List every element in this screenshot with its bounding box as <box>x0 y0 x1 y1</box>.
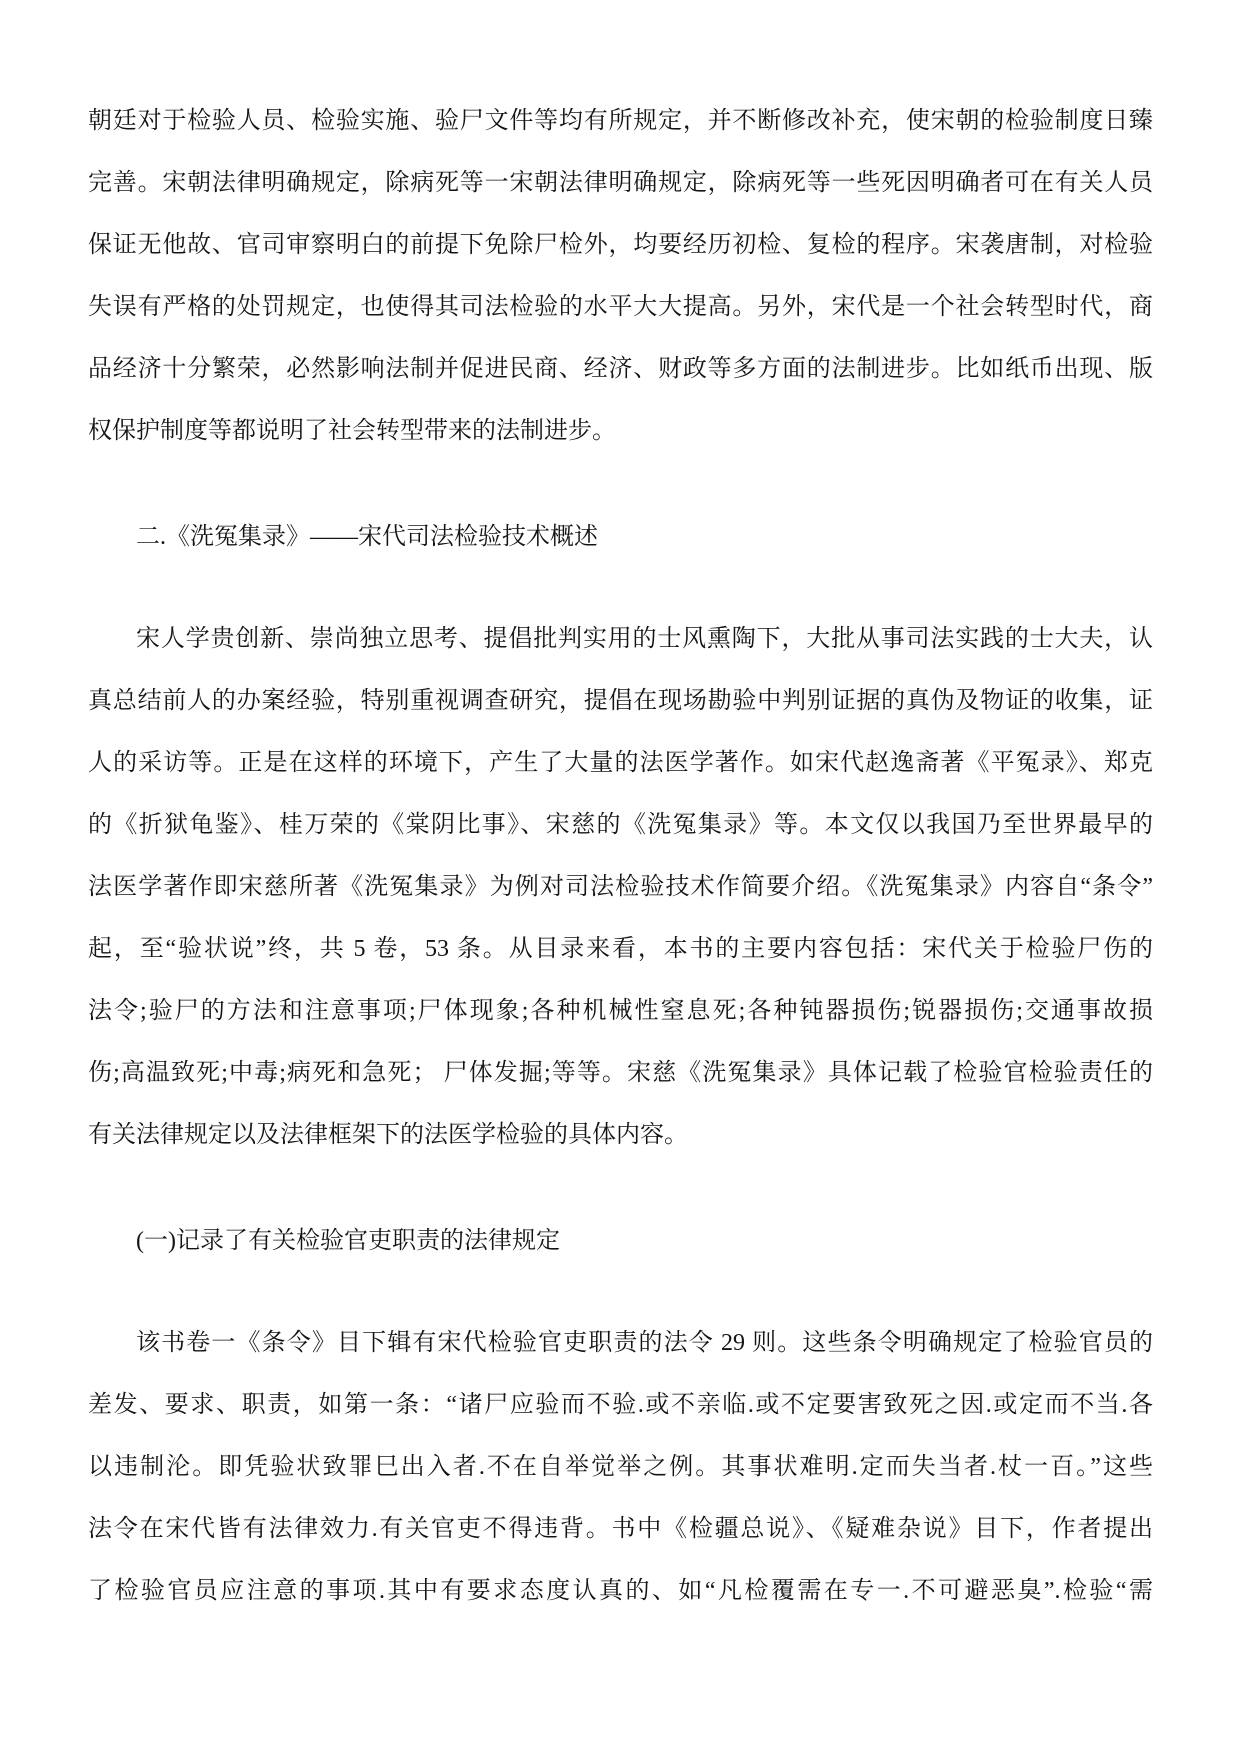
text-line: 以违制沦。即凭验状致罪巳出入者.不在自举觉举之例。其事状难明.定而失当者.杖一百。”这些 <box>88 1454 1153 1480</box>
text-line: 法令在宋代皆有法律效力.有关官吏不得违背。书中《检疆总说》、《疑难杂说》目下，作者提出 <box>88 1516 1153 1542</box>
text-line: 真总结前人的办案经验，特别重视调查研究，提倡在现场勘验中判别证据的真伪及物证的收集，证 <box>88 688 1153 714</box>
text-line: 人的采访等。正是在这样的环境下，产生了大量的法医学著作。如宋代赵逸斋著《平冤录》、郑克 <box>88 750 1153 776</box>
text-line: 起，至“验状说”终，共 5 卷，53 条。从目录来看，本书的主要内容包括：宋代关于检验尸伤的 <box>88 936 1153 962</box>
text-line: 法医学著作即宋慈所著《洗冤集录》为例对司法检验技术作简要介绍。《洗冤集录》内容自“条令” <box>88 874 1153 900</box>
text-line: 品经济十分繁荣，必然影响法制并促进民商、经济、财政等多方面的法制进步。比如纸币出现、版 <box>88 356 1153 382</box>
text-line: 保证无他故、官司审察明白的前提下免除尸检外，均要经历初检、复检的程序。宋袭唐制，对检验 <box>88 232 1153 258</box>
text-line: 的《折狱龟鉴》、桂万荣的《棠阴比事》、宋慈的《洗冤集录》等。本文仅以我国乃至世界最早的 <box>88 812 1153 838</box>
section-heading-yi: (一)记录了有关检验官吏职责的法律规定 <box>136 1228 560 1254</box>
text-line: 了检验官员应注意的事项.其中有要求态度认真的、如“凡检覆需在专一.不可避恶臭”.检验“需 <box>88 1578 1153 1604</box>
text-line: 权保护制度等都说明了社会转型带来的法制进步。 <box>88 418 616 444</box>
text-line: 有关法律规定以及法律框架下的法医学检验的具体内容。 <box>88 1122 688 1148</box>
text-line: 失误有严格的处罚规定，也使得其司法检验的水平大大提高。另外，宋代是一个社会转型时代，商 <box>88 294 1153 320</box>
section-heading-2: 二.《洗冤集录》——宋代司法检验技术概述 <box>136 524 598 550</box>
text-line: 伤;高温致死;中毒;病死和急死； 尸体发掘;等等。宋慈《洗冤集录》具体记载了检验官检验责任的 <box>88 1060 1153 1086</box>
text-line: 完善。宋朝法律明确规定，除病死等一宋朝法律明确规定，除病死等一些死因明确者可在有关人员 <box>88 170 1153 196</box>
text-line: 宋人学贵创新、崇尚独立思考、提倡批判实用的士风熏陶下，大批从事司法实践的士大夫，认 <box>136 626 1153 652</box>
text-line: 该书卷一《条令》目下辑有宋代检验官吏职责的法令 29 则。这些条令明确规定了检验官员的 <box>136 1330 1153 1356</box>
text-line: 差发、要求、职责，如第一条：“诸尸应验而不验.或不亲临.或不定要害致死之因.或定而不当.各 <box>88 1392 1153 1418</box>
text-line: 法令;验尸的方法和注意事项;尸体现象;各种机械性窒息死;各种钝器损伤;锐器损伤;交通事故损 <box>88 998 1153 1024</box>
text-line: 朝廷对于检验人员、检验实施、验尸文件等均有所规定，并不断修改补充，使宋朝的检验制度日臻 <box>88 108 1153 134</box>
